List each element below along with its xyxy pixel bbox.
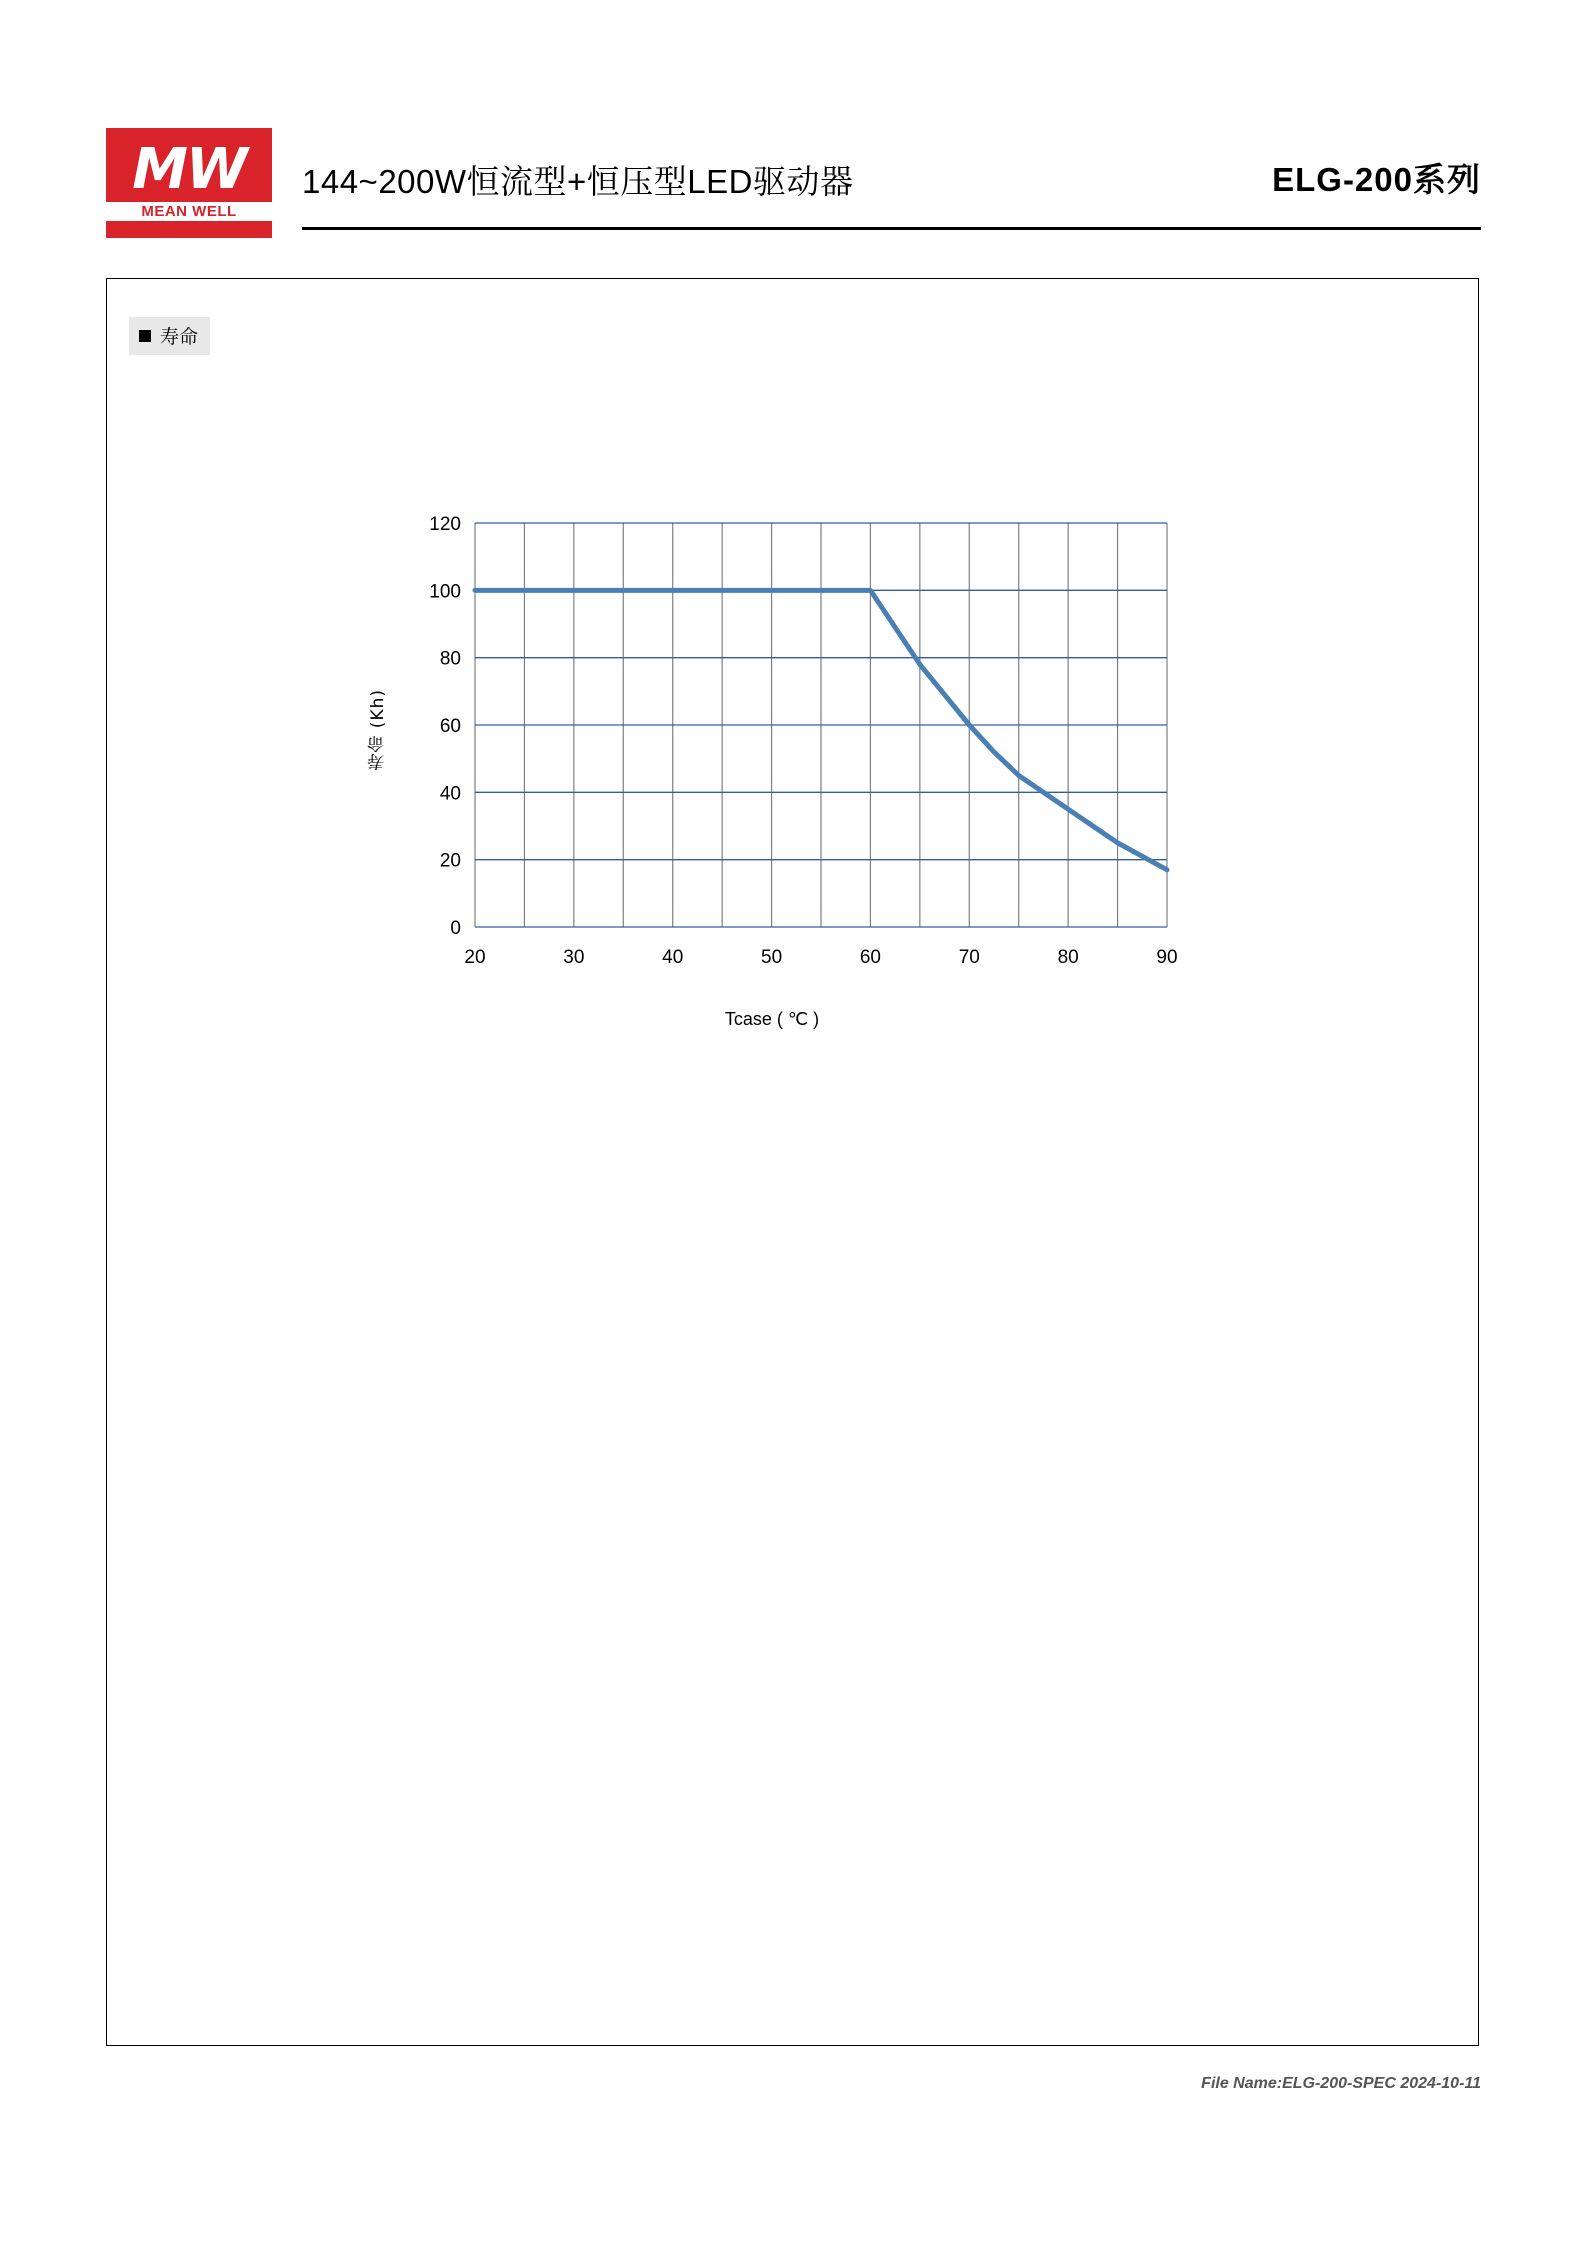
header-divider (302, 227, 1481, 230)
chart-x-tick-label: 60 (859, 947, 881, 968)
chart-y-tick-label: 80 (439, 648, 461, 670)
meanwell-logo (106, 128, 272, 238)
chart-x-tick-label: 70 (958, 947, 980, 968)
chart-x-tick-label: 50 (761, 947, 783, 968)
footer-file-name: File Name:ELG-200-SPEC 2024-10-11 (1201, 2075, 1481, 2092)
bullet-square-icon (139, 330, 151, 342)
chart-y-tick-label: 120 (429, 514, 461, 535)
chart-x-axis-title: Tcase ( ℃ ) (724, 1009, 820, 1029)
chart-plot-area (397, 509, 1187, 989)
chart-y-tick-label: 0 (450, 918, 461, 939)
chart-x-tick-label: 90 (1156, 947, 1178, 968)
chart-y-tick-label: 100 (429, 581, 461, 603)
section-heading (129, 317, 210, 355)
chart-y-tick-label: 40 (439, 783, 461, 805)
section-heading-label: 寿命 (160, 326, 199, 348)
chart-x-tick-label: 20 (464, 947, 486, 968)
page-header (106, 128, 1481, 238)
logo-meanwell-text: MEAN WELL (106, 202, 272, 221)
series-name: ELG-200系列 (1272, 161, 1481, 198)
content-frame (106, 278, 1479, 2046)
chart-y-tick-label: 20 (439, 850, 461, 872)
chart-x-tick-label: 40 (662, 947, 684, 968)
chart-x-tick-label: 80 (1057, 947, 1079, 968)
chart-y-axis-title: 寿命 (Kh) (368, 689, 388, 771)
page-title: 144~200W恒流型+恒压型LED驱动器 (302, 163, 854, 200)
lifetime-chart (357, 509, 1187, 1109)
logo-mw-text: MW (132, 136, 246, 202)
chart-y-tick-label: 60 (439, 716, 461, 737)
chart-x-tick-label: 30 (563, 947, 585, 968)
